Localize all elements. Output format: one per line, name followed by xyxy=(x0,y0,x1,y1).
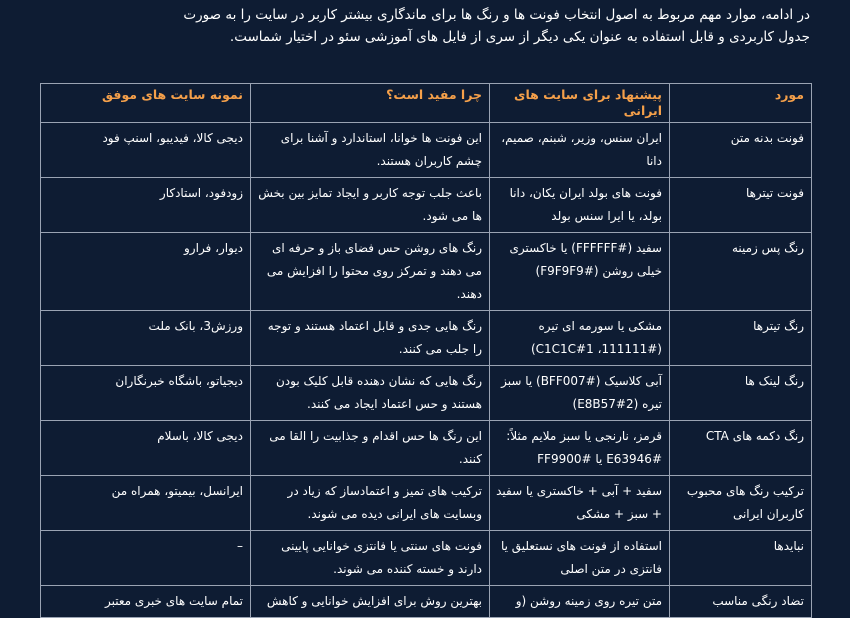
cell-example: زودفود، استادکار xyxy=(41,178,251,233)
header-example: نمونه سایت های موفق xyxy=(41,84,251,123)
intro-line-1: در ادامه، موارد مهم مربوط به اصول انتخاب فونت ها و رنگ ها برای ماندگاری بیشتر کاربر در سایت را به صورت xyxy=(183,7,810,23)
cell-topic: فونت تیترها xyxy=(670,178,812,233)
fonts-colors-table xyxy=(40,83,812,618)
header-why: چرا مفید است؟ xyxy=(251,84,490,123)
cell-topic: ترکیب رنگ های محبوب کاربران ایرانی xyxy=(670,476,812,531)
cell-example: دیجی کالا، باسلام xyxy=(41,421,251,476)
cell-example: دیجی کالا، فیدیبو، اسنپ فود xyxy=(41,123,251,178)
table-row xyxy=(41,366,812,421)
cell-topic: تضاد رنگی مناسب xyxy=(670,586,812,618)
cell-topic: رنگ پس زمینه xyxy=(670,233,812,311)
cell-suggestion: استفاده از فونت های نستعلیق یا فانتزی در متن اصلی xyxy=(490,531,670,586)
cell-example: دیجیاتو، باشگاه خبرنگاران xyxy=(41,366,251,421)
cell-topic: رنگ دکمه های CTA xyxy=(670,421,812,476)
cell-why: فونت های سنتی یا فانتزی خوانایی پایینی دارند و خسته کننده می شوند. xyxy=(251,531,490,586)
cell-suggestion: آبی کلاسیک (#BFF007) یا سبز تیره (E8B57#2) xyxy=(490,366,670,421)
cell-topic: فونت بدنه متن xyxy=(670,123,812,178)
cell-example: دیوار، فرارو xyxy=(41,233,251,311)
table-container xyxy=(40,83,811,608)
cell-topic: رنگ تیترها xyxy=(670,311,812,366)
cell-why: ترکیب های تمیز و اعتمادساز که زیاد در وبسایت های ایرانی دیده می شوند. xyxy=(251,476,490,531)
cell-suggestion: سفید (#FFFFFF) یا خاکستری خیلی روشن (#F9F9F9) xyxy=(490,233,670,311)
cell-example: ایرانسل، بیمیتو، همراه من xyxy=(41,476,251,531)
table-row xyxy=(41,421,812,476)
cell-why: رنگ هایی جدی و قابل اعتماد هستند و توجه را جلب می کنند. xyxy=(251,311,490,366)
cell-suggestion: مشکی یا سورمه ای تیره (#111111، C1C1C#1) xyxy=(490,311,670,366)
table-row xyxy=(41,531,812,586)
table-header-row xyxy=(41,84,812,123)
cell-example: تمام سایت های خبری معتبر xyxy=(41,586,251,618)
cell-suggestion: فونت های بولد ایران یکان، دانا بولد، یا ایرا سنس بولد xyxy=(490,178,670,233)
cell-suggestion: ایران سنس، وزیر، شبنم، صمیم، دانا xyxy=(490,123,670,178)
table-row xyxy=(41,178,812,233)
cell-topic: رنگ لینک ها xyxy=(670,366,812,421)
intro-line-2: جدول کاربردی و قابل استفاده به عنوان یکی دیگر از سری از فایل های آموزشی سئو در اختیار شماست. xyxy=(229,29,810,45)
cell-suggestion: قرمز، نارنجی یا سبز ملایم مثلاً: E63946# یا FF9900# xyxy=(490,421,670,476)
cell-why: بهترین روش برای افزایش خوانایی و کاهش xyxy=(251,586,490,618)
cell-why: باعث جلب توجه کاربر و ایجاد تمایز بین بخش ها می شود. xyxy=(251,178,490,233)
cell-why: رنگ هایی که نشان دهنده قابل کلیک بودن هستند و حس اعتماد ایجاد می کنند. xyxy=(251,366,490,421)
header-topic: مورد xyxy=(670,84,812,123)
table-row xyxy=(41,476,812,531)
cell-why: این رنگ ها حس اقدام و جذابیت را القا می کنند. xyxy=(251,421,490,476)
cell-suggestion: سفید + آبی + خاکستری یا سفید + سبز + مشکی xyxy=(490,476,670,531)
table-row xyxy=(41,233,812,311)
table-row xyxy=(41,586,812,618)
cell-example: ورزش3، بانک ملت xyxy=(41,311,251,366)
table-row xyxy=(41,311,812,366)
table-row xyxy=(41,123,812,178)
header-suggestion: پیشنهاد برای سایت های ایرانی xyxy=(490,84,670,123)
cell-suggestion: متن تیره روی زمینه روشن (و xyxy=(490,586,670,618)
cell-why: رنگ های روشن حس فضای باز و حرفه ای می دهند و تمرکز روی محتوا را افزایش می دهند. xyxy=(251,233,490,311)
intro-paragraph xyxy=(30,4,810,48)
cell-topic: نبایدها xyxy=(670,531,812,586)
cell-why: این فونت ها خوانا، استاندارد و آشنا برای چشم کاربران هستند. xyxy=(251,123,490,178)
cell-example: – xyxy=(41,531,251,586)
